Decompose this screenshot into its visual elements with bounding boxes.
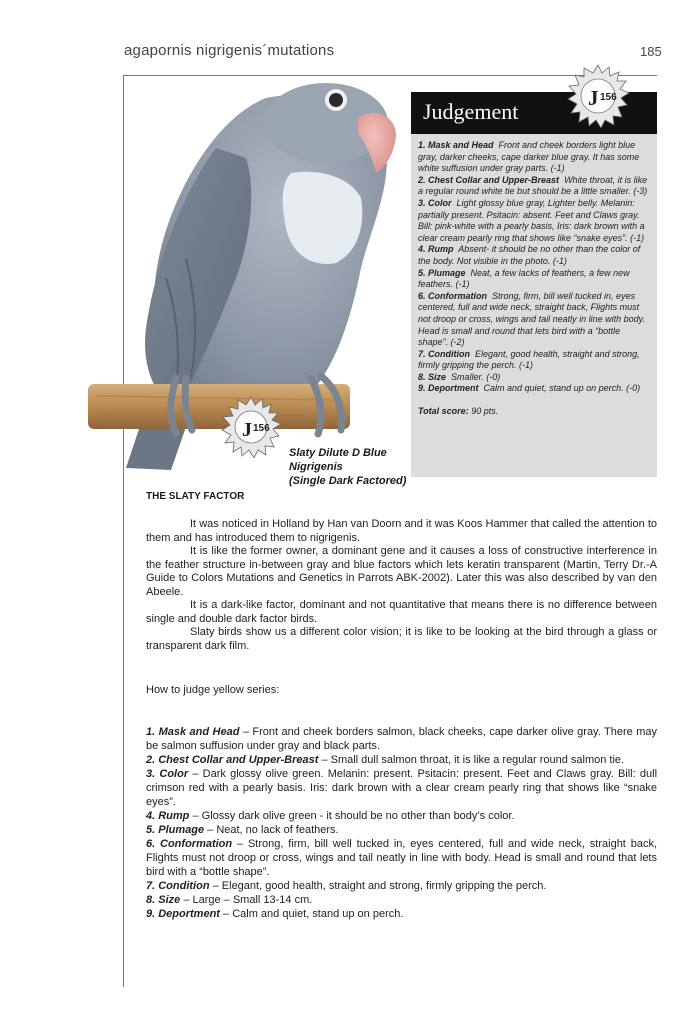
judgement-item: 6. Conformation Strong, firm, bill well tucked in, eyes centered, full and wide neck, straight back, Flights must not droop or cross, wings and tail neatly in line with body. Head is small and round that lets bird with a “bottle shape”. (-2) — [418, 290, 645, 348]
judgement-item: 2. Chest Collar and Upper-Breast White throat, it is like a regular round white tie but should be a little smaller. (-3) — [418, 174, 648, 197]
section-title: THE SLATY FACTOR — [146, 491, 245, 502]
judgement-title: Judgement — [411, 92, 657, 134]
criteria-item: 6. Conformation – Strong, firm, bill well tucked in, eyes centered, full and wide neck, straight back, Flights must not droop or cross, wings and tail neatly in line with body. Head is small and round that lets bird with a “bottle shape”. — [146, 838, 657, 878]
seal-number: 156 — [600, 92, 617, 103]
running-title: agapornis nigrigenis´mutations — [124, 42, 335, 59]
article-paragraph: Slaty birds show us a different color vision; it is like to be looking at the bird through a glass or transparent dark film. — [146, 626, 657, 652]
caption-line: Nigrigenis — [289, 461, 343, 473]
article-paragraph: It is a dark-like factor, dominant and not quantitative that means there is no difference between single and double dark factor birds. — [146, 599, 657, 625]
criteria-item: 5. Plumage – Neat, no lack of feathers. — [146, 824, 339, 836]
seal-letter: J — [242, 419, 252, 441]
caption-line: Slaty Dilute D Blue — [289, 447, 387, 459]
criteria-item: 1. Mask and Head – Front and cheek borders salmon, black cheeks, cape darker olive gray. There may be salmon suffusion under gray and black parts. — [146, 726, 657, 752]
criteria-item: 9. Deportment – Calm and quiet, stand up on perch. — [146, 908, 404, 920]
criteria-item: 2. Chest Collar and Upper-Breast – Small dull salmon throat, it is like a regular round salmon tie. — [146, 754, 625, 766]
judgement-item: 8. Size Smaller. (-0) — [418, 371, 501, 382]
criteria-item: 4. Rump – Glossy dark olive green - it should be no other than body’s color. — [146, 810, 515, 822]
judgement-item: 1. Mask and Head Front and cheek borders light blue gray, darker cheeks, cape darker blue gray. It has some white suffusion under gray parts. (-1) — [418, 140, 640, 174]
article-paragraph: It was noticed in Holland by Han van Doorn and it was Koos Hammer that called the attention to them and has introduced them to nigrigenis. — [146, 518, 657, 544]
judgement-item: 4. Rump Absent- it should be no other than the color of the body. Not visible in the photo. (-1) — [418, 244, 641, 266]
seal-number: 156 — [253, 423, 270, 434]
judgement-item: 3. Color Light glossy blue gray, Lighter belly. Melanin: partially present. Psitacin: absent. Feet and Claws gray. Bill: pink-white with a pearly basis, Iris: dark brown with a clear cream pearly ring that shows like “snake eyes”. (-1) — [418, 197, 645, 243]
judge-seal-photo — [220, 396, 282, 458]
criteria-item: 8. Size – Large – Small 13-14 cm. — [146, 894, 313, 906]
photo-caption — [289, 446, 406, 488]
page-number: 185 — [640, 44, 662, 59]
article-body — [146, 518, 657, 653]
seal-letter: J — [588, 86, 599, 110]
judge-seal-header — [566, 64, 630, 128]
judgement-list — [411, 134, 657, 418]
criteria-item: 7. Condition – Elegant, good health, straight and strong, firmly gripping the perch. — [146, 880, 547, 892]
judgement-item: 5. Plumage Neat, a few lacks of feathers, a few new feathers. (-1) — [418, 267, 630, 290]
how-to-judge-heading: How to judge yellow series: — [146, 684, 280, 696]
judgement-item: 9. Deportment Calm and quiet, stand up on perch. (-0) — [418, 383, 641, 394]
criteria-list — [146, 725, 657, 921]
criteria-item: 3. Color – Dark glossy olive green. Melanin: present. Psitacin: present. Feet and Claws gray. Bill: dull crimson red with a pearly basis. Iris: dark brown with a clear cream pearly ring that shows like “snake eyes”. — [146, 768, 658, 808]
judgement-item: 7. Condition Elegant, good health, straight and strong, firmly gripping the perch. (-1) — [418, 348, 640, 371]
judgement-panel — [411, 92, 657, 477]
article-paragraph: It is like the former owner, a dominant gene and it causes a loss of constructive interference in the feather structure in-between gray and blue factors which lets keratin transparent (Martin, Terry Dr.-A Guide to Colors Mutations and Genetics in Parrots ABK-2002). Later this was also described by van den Abeele. — [146, 545, 657, 598]
total-score: Total score: 90 pts. — [418, 406, 499, 417]
caption-line: (Single Dark Factored) — [289, 475, 407, 487]
